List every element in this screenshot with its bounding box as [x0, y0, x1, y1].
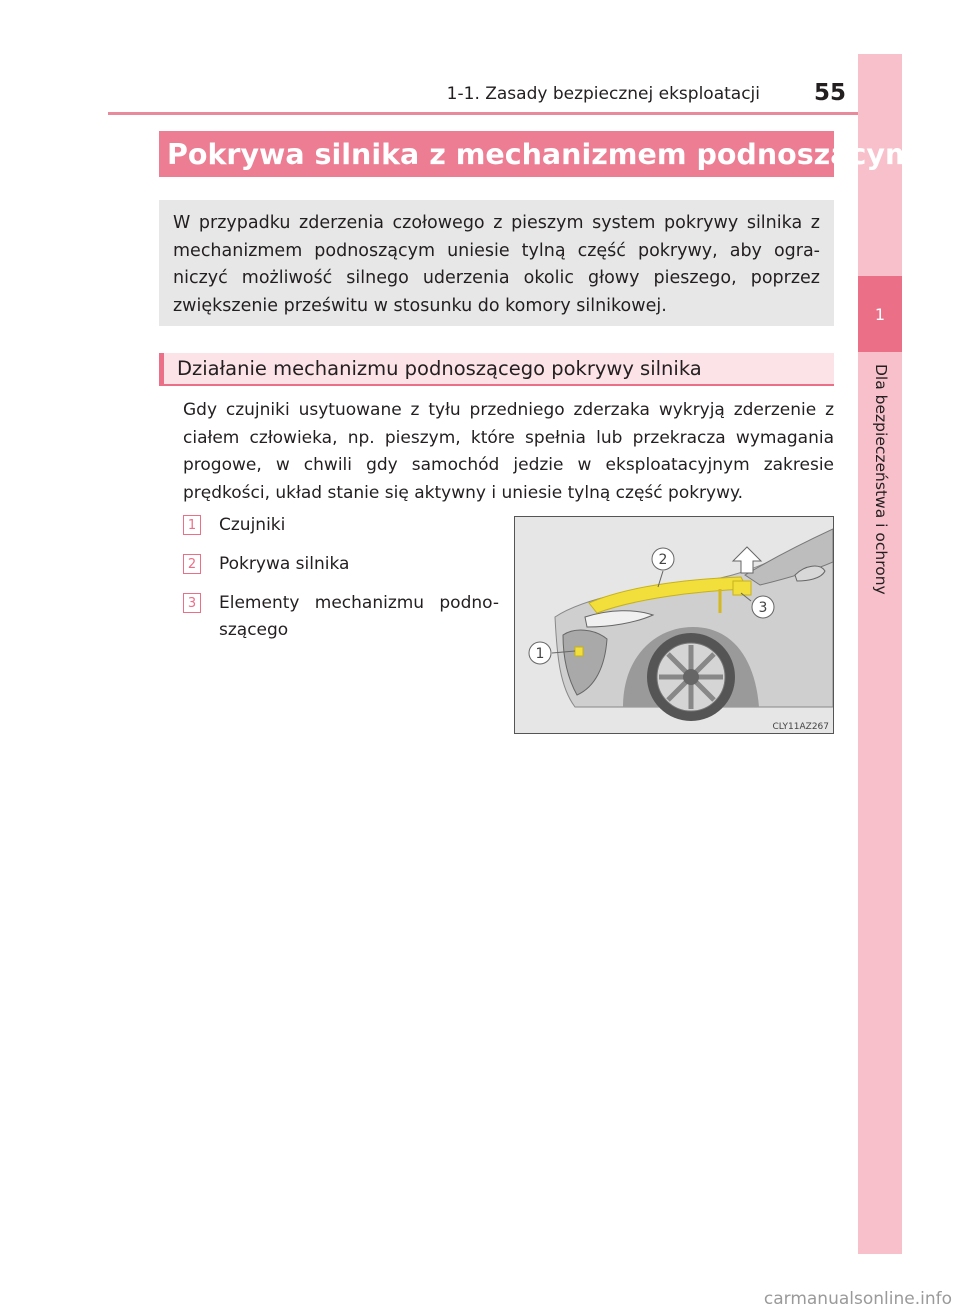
side-tab: [858, 54, 902, 1254]
intro-box: [159, 200, 834, 326]
callout-number-icon: 3: [183, 593, 201, 613]
page-title: [159, 131, 915, 177]
callout-2-text: 2: [658, 552, 668, 568]
callout-1-text: 1: [535, 646, 545, 662]
header-rule: [108, 112, 860, 115]
body-paragraph: Gdy czujniki usytuowane z tyłu przedniego zderzaka wykryją zderzenie z ciałem człowieka, np. pieszym, które spełnia lub przekracza wymagania progowe, w chwili gdy samochód jedzie w eksploatacyjnym zakresie prędkości, układ stanie się aktywny i uniesie tylną część pokrywy.: [183, 400, 834, 503]
callout-list: [183, 512, 499, 656]
section-header: 1-1. Zasady bezpiecznej eksploatacji: [446, 84, 760, 104]
page-number: 55: [813, 80, 846, 106]
subheading-text: Działanie mechanizmu podnoszącego pokrywy silnika: [177, 357, 702, 380]
chapter-tab: 1: [858, 276, 902, 352]
list-item-label: Elementy mechanizmu podno-szącego: [219, 593, 499, 640]
figure-code: CLY11AZ267: [772, 722, 829, 732]
subheading: [159, 353, 834, 386]
intro-text: W przypadku zderzenia czołowego z pieszym system pokrywy silnika z mechanizmem podnoszącym uniesie tylną część pokrywy, aby ogra-niczyć możliwość silnego uderzenia okolic głowy pieszego, poprzez zwiększenie prześwitu w stosunku do komory silnikowej.: [173, 213, 820, 316]
list-item: [183, 512, 499, 539]
list-item: [183, 590, 499, 644]
callout-number-icon: 1: [183, 515, 201, 535]
car-drawing: [515, 517, 833, 733]
page-title-text: Pokrywa silnika z mechanizmem podnoszącym: [167, 137, 915, 171]
watermark: carmanualsonline.info: [763, 1289, 952, 1309]
car-illustration: [514, 516, 834, 734]
callout-3-text: 3: [758, 600, 768, 616]
callout-number-icon: 2: [183, 554, 201, 574]
list-item-label: Pokrywa silnika: [219, 554, 350, 574]
list-item-label: Czujniki: [219, 515, 286, 535]
list-item: [183, 551, 499, 578]
chapter-label: Dla bezpieczeństwa i ochrony: [872, 364, 890, 595]
